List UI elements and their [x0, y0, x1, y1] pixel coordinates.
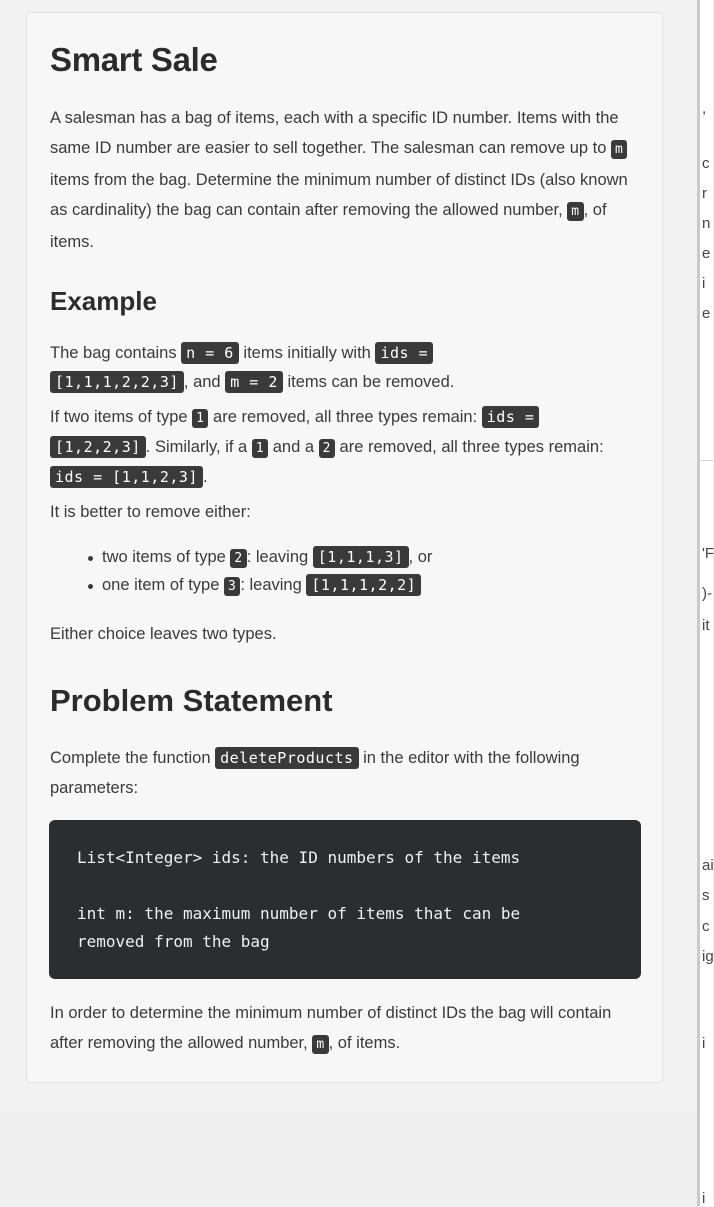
text-segment: , of items.	[50, 201, 607, 251]
inline-code: n = 6	[181, 342, 239, 364]
panel-fragment: i	[702, 1190, 706, 1207]
text-segment: If two items of type	[50, 408, 193, 426]
text-segment: are removed, all three types remain:	[334, 438, 604, 456]
panel-fragment: c	[702, 155, 710, 172]
text-segment: items initially with	[238, 344, 376, 362]
inline-code: m	[312, 1035, 328, 1054]
inline-code: m	[567, 202, 583, 221]
inline-code: ids =	[375, 342, 433, 364]
statement-paragraph	[50, 743, 640, 803]
inline-code: [1,1,1,2,2]	[306, 574, 421, 596]
text-segment: Complete the function	[50, 749, 216, 767]
problem-intro	[50, 103, 640, 257]
code-gap	[77, 872, 613, 900]
text-segment: . Similarly, if a	[145, 438, 252, 456]
text-segment: items from the bag. Determine the minimum number of distinct IDs (also known as cardinality) the bag can contain after removing the allowed number,	[50, 171, 628, 219]
text-segment: In order to determine the minimum number of distinct IDs the bag will contain after removing the allowed number,	[50, 1004, 612, 1052]
example-line-2	[50, 403, 640, 492]
text-segment: one item of type	[102, 576, 224, 594]
panel-fragment: c	[702, 918, 710, 935]
panel-fragment: i	[702, 275, 706, 292]
statement-heading: Problem Statement	[50, 683, 333, 718]
text-segment: , of items.	[328, 1034, 401, 1052]
inline-code: ids =	[482, 406, 540, 428]
statement-closing	[50, 998, 640, 1060]
inline-code: 1	[252, 439, 268, 458]
text-segment: , and	[183, 373, 226, 391]
code-line: int m: the maximum number of items that can be	[77, 904, 521, 923]
text-segment: items can be removed.	[282, 373, 455, 391]
inline-code: [1,1,1,3]	[313, 546, 409, 568]
panel-fragment: r	[702, 185, 707, 202]
panel-fragment: ig	[702, 948, 714, 965]
page-bottom-area	[0, 1110, 697, 1206]
panel-fragment: e	[702, 305, 711, 322]
text-segment: : leaving	[240, 576, 307, 594]
inline-code: m	[611, 140, 627, 159]
example-line-1	[50, 339, 520, 397]
text-segment: , or	[408, 548, 433, 566]
text-segment: two items of type	[102, 548, 231, 566]
problem-card	[26, 12, 663, 1083]
text-segment: in the editor with the following parameters:	[50, 749, 580, 797]
inline-code: [1,2,2,3]	[50, 436, 146, 458]
text-segment: The bag contains	[50, 344, 182, 362]
code-line: removed from the bag	[77, 932, 270, 951]
inline-code: 2	[319, 439, 335, 458]
panel-fragment: n	[702, 215, 711, 232]
text-segment: .	[202, 468, 208, 486]
inline-code: ids = [1,1,2,3]	[50, 466, 203, 488]
inline-code: m = 2	[225, 371, 283, 393]
inline-code: [1,1,1,2,2,3]	[50, 371, 184, 393]
panel-fragment: i	[702, 1035, 706, 1052]
panel-fragment: it	[702, 617, 710, 634]
right-editor-panel[interactable]	[697, 0, 713, 1206]
inline-code: 1	[192, 409, 208, 428]
text-segment: : leaving	[246, 548, 313, 566]
panel-fragment: s	[702, 887, 710, 904]
text-segment: A salesman has a bag of items, each with a specific ID number. Items with the same ID number are easier to sell together. The salesman can remove up to	[50, 109, 619, 157]
code-line: List<Integer> ids: the ID numbers of the items	[77, 848, 521, 867]
inline-code: deleteProducts	[215, 747, 358, 769]
example-option-2	[102, 572, 432, 600]
inline-code: 2	[230, 549, 246, 568]
text-segment: and a	[268, 438, 319, 456]
text-segment: are removed, all three types remain:	[208, 408, 482, 426]
panel-fragment: ,	[702, 100, 707, 117]
example-heading: Example	[50, 286, 157, 316]
problem-title: Smart Sale	[50, 41, 218, 78]
panel-fragment: ai	[702, 857, 714, 874]
panel-divider	[700, 460, 713, 461]
panel-fragment: 'F	[702, 545, 714, 562]
panel-fragment: )-	[702, 585, 712, 602]
example-better-text: It is better to remove either:	[50, 503, 251, 521]
panel-fragment: e	[702, 245, 711, 262]
inline-code: 3	[224, 577, 240, 596]
example-conclusion: Either choice leaves two types.	[50, 625, 277, 643]
example-options-list	[50, 544, 432, 600]
parameters-code-block	[49, 820, 641, 979]
example-option-1	[102, 544, 432, 572]
